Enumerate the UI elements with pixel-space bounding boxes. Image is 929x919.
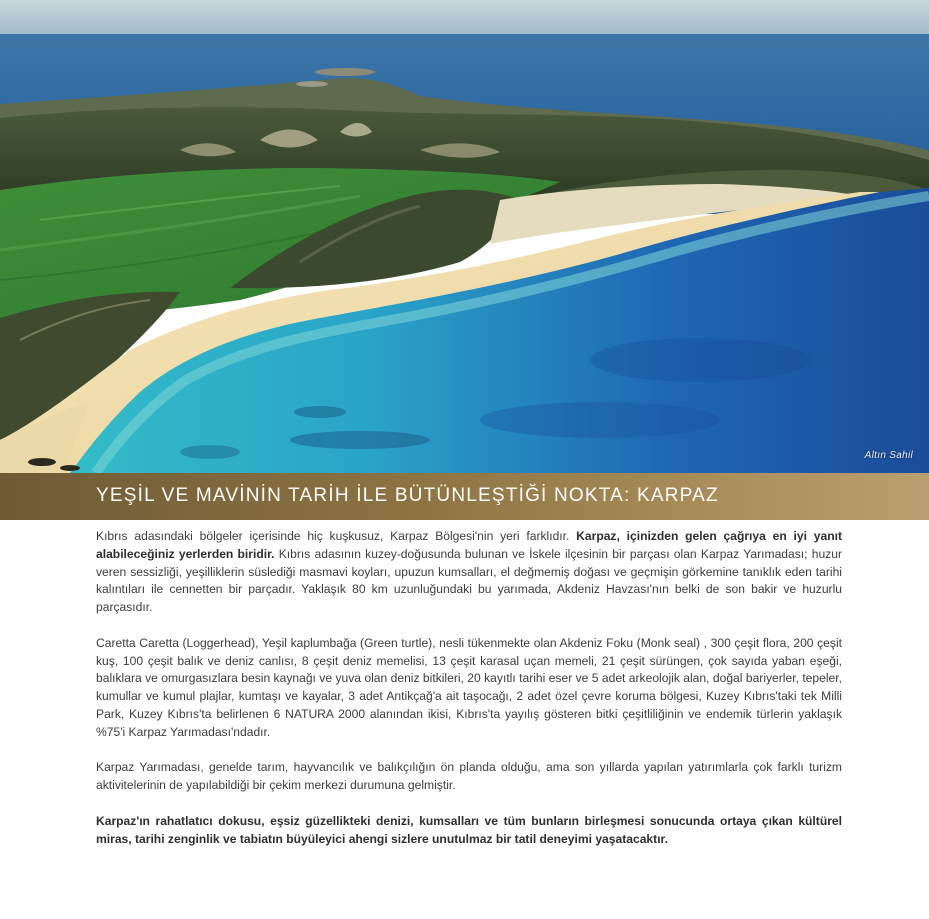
paragraph-1-intro: Kıbrıs adasındaki bölgeler içerisinde hiç kuşkusuz, Karpaz Bölgesi'nin yeri farklıdır.	[96, 529, 577, 543]
paragraph-1-highlight: Karpaz, içinizden gelen çağrıya en iyi yanıt alabileceğiniz yerlerden biridir.	[96, 529, 842, 561]
paragraph-1	[96, 528, 842, 617]
paragraph-3: Karpaz Yarımadası, genelde tarım, hayvancılık ve balıkçılığın ön planda olduğu, ama son yıllarda yapılan yatırımlarla çok farklı turizm aktivitelerinin de yapılabildiği bir çekim merkezi durumuna gelmiştir.	[96, 760, 842, 793]
page-title: YEŞİL VE MAVİNİN TARİH İLE BÜTÜNLEŞTİĞİ NOKTA: KARPAZ	[96, 485, 719, 506]
paragraph-4	[96, 813, 842, 849]
article-body	[96, 528, 842, 848]
paragraph-2: Caretta Caretta (Loggerhead), Yeşil kaplumbağa (Green turtle), nesli tükenmekte olan Akdeniz Foku (Monk seal) , 300 çeşit flora, 200 çeşit kuş, 100 çeşit balık ve deniz canlısı, 8 çeşit deniz memelisi, 13 çeşit karasal uçan memeli, 21 çeşit sürüngen, çok sayıda yaban eşeği, balıklara ve omurgasızlara besin kaynağı ve yuva olan deniz bitkileri, 20 kayıtlı tarihi eser ve 5 adet arkeolojik alan, doğal bariyerler, tepeler, kumullar ve kumul plajlar, kumtaşı ve kayalar, 3 adet Antikçağ'a ait taşocağı, 2 adet özel çevre koruma bölgesi, Kuzey Kıbrıs'taki tek Milli Park, Kuzey Kıbrıs'ta belirlenen 6 NATURA 2000 alanından ikisi, Kıbrıs'ta yayılış gösteren bitki çeşitliliğinin ve endemik türlerin yaklaşık %75'i Karpaz Yarımadası'ndadır.	[96, 635, 842, 739]
paragraph-1-rest: Kıbrıs adasının kuzey-doğusunda bulunan ve İskele ilçesinin bir parçası olan Karpaz Yarımadası; huzur veren sessizliği, yeşilliklerin süslediği masmavi koyları, upuzun kumsalları, el değmemiş doğası ve geçmişin görkemine tanıklık eden tarihi kalıntıları ile cennetten bir parçadır. Yaklaşık 80 km uzunluğundaki bu yarımada, Akdeniz Havzası'nın belki de son bakir ve huzurlu parçasıdır.	[96, 546, 842, 615]
photo-caption: Altın Sahil	[864, 450, 913, 461]
paragraph-4-bold: Karpaz'ın rahatlatıcı dokusu, eşsiz güzellikteki denizi, kumsalları ve tüm bunların birleşmesi sonucunda ortaya çıkan kültürel miras, tarihi zenginlik ve tabiatın büyüleyici ahengi sizlere unutulmaz bir tatil deneyimi yaşatacaktır.	[96, 813, 842, 846]
title-band	[0, 473, 929, 520]
